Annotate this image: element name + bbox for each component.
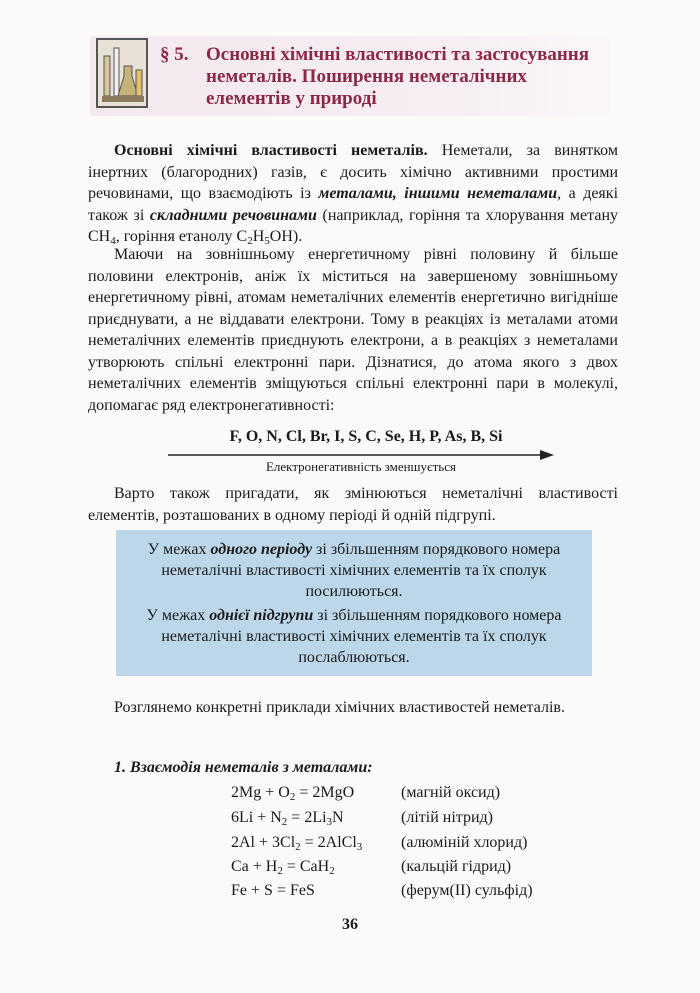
- reaction-product-name: (ферум(II) сульфід): [401, 882, 533, 899]
- paragraph-recall: Варто також пригадати, як змінюються неметалічні властивості елементів, розташованих в одному періоді й одній підгрупі.: [88, 485, 618, 524]
- reaction-product-name: (магній оксид): [401, 784, 501, 801]
- paragraph-examples: Розглянемо конкретні приклади хімічних властивостей неметалів.: [114, 699, 565, 716]
- reaction-product-name: (алюміній хлорид): [401, 834, 528, 851]
- reaction-product-name: (кальцій гідрид): [401, 858, 512, 875]
- paragraph-intro: Основні хімічні властивості неметалів. Неметали, за винятком інертних (благородних) газів, є досить хімічно активними простими речовинами, що взаємодіють із металами, іншими неметалами, а деякі також зі складними речовинами (наприклад, горіння та хлорування метану $СН_4$, горіння етанолу $С_2Н_5ОН$).: [88, 142, 619, 247]
- emphasis-complex: складними речовинами: [149, 206, 317, 224]
- rule-group: У межах однієї підгрупи зі збільшенням порядкового номера неметалічні властивості хімічних елементів та їх сполук послаблюються.: [146, 607, 562, 666]
- rule-period: У межах одного періоду зі збільшенням порядкового номера неметалічні властивості хімічних елементів та їх сполук посилюються.: [147, 541, 561, 600]
- emphasis-metals: металами, іншими неметалами: [318, 185, 558, 202]
- electronegativity-series: F, O, N, Cl, Br, I, S, C, Se, H, P, As, B, Si: [229, 428, 503, 445]
- laboratory-glassware-icon: [96, 38, 148, 108]
- page-number: 36: [342, 916, 358, 933]
- reaction-product-name: (літій нітрид): [401, 809, 493, 826]
- reaction-equation: Fe + S = FeS: [231, 882, 315, 899]
- series-caption: Електронегативність зменшується: [265, 459, 456, 474]
- section-number: § 5.: [160, 44, 189, 65]
- subsection-heading: 1. Взаємодія неметалів з металами:: [114, 759, 373, 776]
- paragraph-lead: Основні хімічні властивості неметалів.: [114, 142, 428, 159]
- paragraph-electrons: Маючи на зовнішньому енергетичному рівні половину й більше половини електронів, аніж їх міститься на завершеному зовнішньому енергетичному рівні, атомам неметалічних елементів енергетично вигідніше приєднувати, а не віддавати електрони. Тому в реакціях із металами атоми неметалічних елементів приєднують електрони, а в реакціях з неметалами утворюють спільні електронні пари. Дізнатися, до атома якого з двох неметалічних елементів зміщуються спільні електронні пари в молекулі, допомагає ряд електронегативності:: [88, 246, 618, 414]
- reaction-equation: $Ca + H_2 = CaH_2$: [231, 858, 335, 877]
- reaction-equation: $2Al + 3Cl_2$ = 2AlCl$_3$: [231, 834, 363, 853]
- reaction-equation: $2Mg + O_2 = 2MgO$: [231, 784, 355, 803]
- section-title: Основні хімічні властивості та застосування неметалів. Поширення неметалічних елементів у природі: [206, 44, 590, 109]
- reaction-equation: $6Li + N_2 = 2Li_3N$: [231, 809, 344, 828]
